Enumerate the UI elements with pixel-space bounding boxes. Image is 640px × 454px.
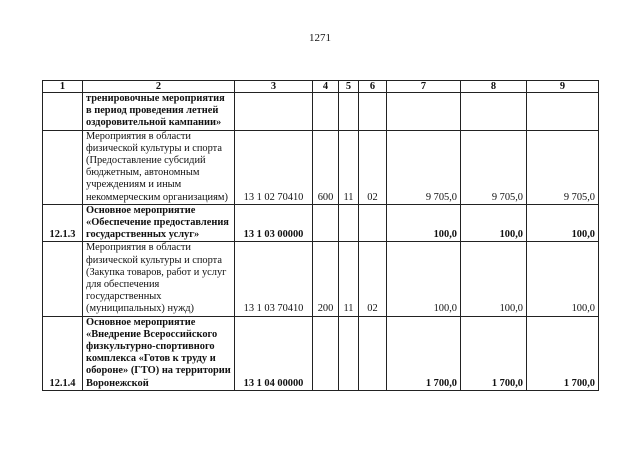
header-col-3: 3 xyxy=(235,81,313,93)
cell-c6: 02 xyxy=(359,242,387,316)
cell-c7: 100,0 xyxy=(387,204,461,242)
cell-code: 13 1 03 00000 xyxy=(235,204,313,242)
cell-c4 xyxy=(313,93,339,131)
header-col-6: 6 xyxy=(359,81,387,93)
header-col-2: 2 xyxy=(83,81,235,93)
table-row xyxy=(43,130,599,204)
cell-c8: 100,0 xyxy=(461,242,527,316)
table-row xyxy=(43,242,599,316)
cell-c5 xyxy=(339,93,359,131)
cell-c9 xyxy=(527,93,599,131)
cell-c7: 1 700,0 xyxy=(387,316,461,390)
header-col-4: 4 xyxy=(313,81,339,93)
cell-c7: 9 705,0 xyxy=(387,130,461,204)
cell-c8: 1 700,0 xyxy=(461,316,527,390)
cell-c4: 600 xyxy=(313,130,339,204)
cell-num xyxy=(43,93,83,131)
cell-c5 xyxy=(339,316,359,390)
cell-c9: 9 705,0 xyxy=(527,130,599,204)
cell-c4: 200 xyxy=(313,242,339,316)
cell-c9: 1 700,0 xyxy=(527,316,599,390)
cell-c8: 9 705,0 xyxy=(461,130,527,204)
table-header-row xyxy=(43,81,599,93)
cell-num: 12.1.4 xyxy=(43,316,83,390)
table-row xyxy=(43,204,599,242)
budget-table xyxy=(42,80,599,391)
header-col-8: 8 xyxy=(461,81,527,93)
cell-c5 xyxy=(339,204,359,242)
cell-c4 xyxy=(313,316,339,390)
table-row xyxy=(43,316,599,390)
header-col-1: 1 xyxy=(43,81,83,93)
cell-c7: 100,0 xyxy=(387,242,461,316)
header-col-7: 7 xyxy=(387,81,461,93)
cell-c7 xyxy=(387,93,461,131)
cell-c4 xyxy=(313,204,339,242)
cell-name: Основное мероприятие «Обеспечение предоставления государственных услуг» xyxy=(83,204,235,242)
cell-num xyxy=(43,242,83,316)
cell-name: тренировочные мероприятия в период проведения летней оздоровительной кампании» xyxy=(83,93,235,131)
cell-name: Мероприятия в области физической культуры и спорта (Предоставление субсидий бюджетным, автономным учреждениям и иным некоммерческим организациям) xyxy=(83,130,235,204)
page-number: 1271 xyxy=(309,32,331,44)
cell-code: 13 1 04 00000 xyxy=(235,316,313,390)
cell-c8 xyxy=(461,93,527,131)
cell-c9: 100,0 xyxy=(527,242,599,316)
header-col-5: 5 xyxy=(339,81,359,93)
cell-code xyxy=(235,93,313,131)
cell-c5: 11 xyxy=(339,130,359,204)
cell-c6: 02 xyxy=(359,130,387,204)
cell-num: 12.1.3 xyxy=(43,204,83,242)
cell-code: 13 1 02 70410 xyxy=(235,130,313,204)
cell-name: Основное мероприятие «Внедрение Всероссийского физкультурно-спортивного комплекса «Готов к труду и обороне» (ГТО) на территории Воронежской xyxy=(83,316,235,390)
cell-c6 xyxy=(359,316,387,390)
table-row xyxy=(43,93,599,131)
cell-c6 xyxy=(359,204,387,242)
header-col-9: 9 xyxy=(527,81,599,93)
cell-c5: 11 xyxy=(339,242,359,316)
cell-name: Мероприятия в области физической культуры и спорта (Закупка товаров, работ и услуг для обеспечения государственных (муниципальных) нужд) xyxy=(83,242,235,316)
cell-c8: 100,0 xyxy=(461,204,527,242)
cell-c6 xyxy=(359,93,387,131)
cell-code: 13 1 03 70410 xyxy=(235,242,313,316)
cell-num xyxy=(43,130,83,204)
cell-c9: 100,0 xyxy=(527,204,599,242)
